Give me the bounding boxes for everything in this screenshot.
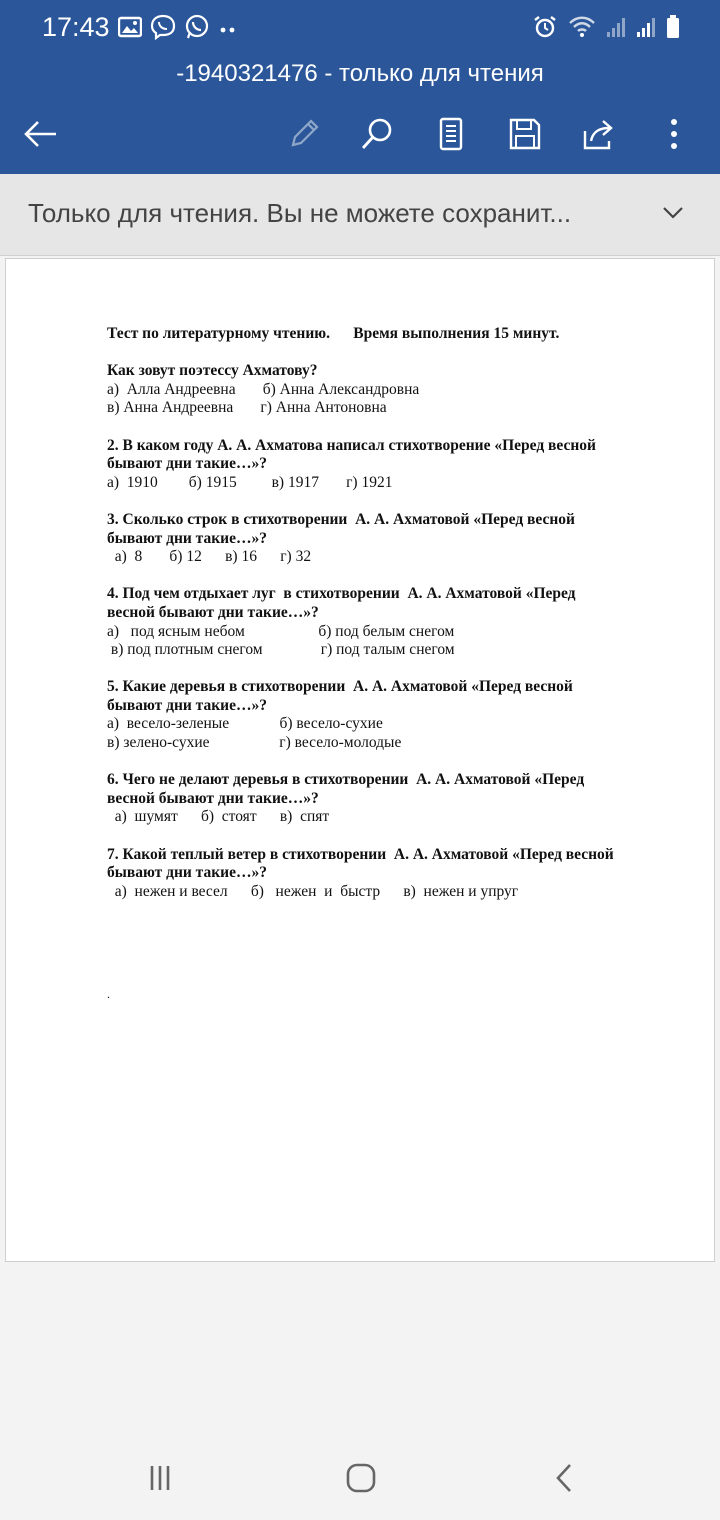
more-dots-icon (218, 20, 238, 39)
answer-options: а) под ясным небом б) под белым снегом (107, 622, 455, 640)
viber-icon (150, 14, 176, 44)
blank-line (107, 344, 667, 363)
back-icon[interactable] (544, 1458, 584, 1498)
status-bar (0, 0, 720, 56)
wifi-icon (568, 15, 596, 43)
answer-options: в) зелено-сухие г) весело-молодые (107, 734, 402, 752)
banner-text: Только для чтения. Вы не можете сохранит... (28, 198, 572, 228)
answer-options: а) весело-зеленые б) весело-сухие (107, 715, 383, 733)
answer-options: в) под плотным снегом г) под талым снегом (107, 641, 455, 659)
share-icon[interactable] (577, 112, 621, 156)
blank-line (107, 492, 667, 511)
question-text: 7. Какой теплый ветер в стихотворении А. А. Ахматовой «Перед весной (107, 845, 614, 863)
app-header (0, 0, 720, 174)
home-icon[interactable] (341, 1458, 381, 1498)
document-page (5, 258, 715, 1262)
save-icon[interactable] (503, 112, 547, 156)
chevron-down-icon[interactable] (658, 198, 688, 228)
question-text: бывают дни такие…»? (107, 529, 267, 547)
question-text: бывают дни такие…»? (107, 864, 267, 882)
answer-options: а) Алла Андреевна б) Анна Александровна (107, 380, 420, 398)
edit-pencil-icon[interactable] (282, 112, 326, 156)
battery-icon (666, 15, 680, 43)
recent-apps-icon[interactable] (140, 1458, 180, 1498)
system-nav-bar (0, 1436, 720, 1520)
answer-options: в) Анна Андреевна г) Анна Антоновна (107, 399, 387, 417)
question-text: весной бывают дни такие…»? (107, 789, 319, 807)
gallery-icon (118, 16, 142, 42)
question-text: бывают дни такие…»? (107, 696, 267, 714)
answer-options: а) 8 б) 12 в) 16 г) 32 (107, 548, 312, 566)
question-text: бывают дни такие…»? (107, 455, 267, 473)
blank-line (107, 827, 667, 846)
blank-line (107, 567, 667, 586)
answer-options: а) шумят б) стоят в) спят (107, 808, 330, 826)
question-text: Тест по литературному чтению. Время выполнения 15 минут. (107, 325, 560, 342)
search-icon[interactable] (355, 112, 399, 156)
blank-line (107, 660, 667, 679)
alarm-icon (532, 14, 558, 44)
stray-mark: . (107, 987, 110, 1001)
answer-options: а) 1910 б) 1915 в) 1917 г) 1921 (107, 473, 393, 491)
signal-icon (606, 16, 626, 42)
document-body (107, 325, 667, 901)
document-title: -1940321476 - только для чтения (176, 60, 544, 87)
blank-line (107, 753, 667, 772)
toolbar (0, 108, 720, 158)
answer-options: а) нежен и весел б) нежен и быстр в) нежен и упруг (107, 882, 519, 900)
question-text: 3. Сколько строк в стихотворении А. А. Ахматовой «Перед весной (107, 510, 575, 528)
signal-icon (636, 16, 656, 42)
whatsapp-icon (184, 14, 210, 44)
question-text: 2. В каком году А. А. Ахматова написал стихотворение «Перед весной (107, 436, 596, 454)
status-time: 17:43 (42, 12, 110, 42)
blank-line (107, 418, 667, 437)
reading-view-icon[interactable] (429, 112, 473, 156)
more-vertical-icon[interactable] (652, 112, 696, 156)
question-text: весной бывают дни такие…»? (107, 603, 319, 621)
back-arrow-icon[interactable] (18, 112, 62, 156)
question-text: Как зовут поэтессу Ахматову? (107, 362, 318, 380)
question-text: 6. Чего не делают деревья в стихотворении А. А. Ахматовой «Перед (107, 771, 585, 789)
question-text: 5. Какие деревья в стихотворении А. А. Ахматовой «Перед весной (107, 678, 573, 696)
read-only-banner[interactable] (0, 174, 720, 256)
question-text: 4. Под чем отдыхает луг в стихотворении А. А. Ахматовой «Перед (107, 585, 576, 603)
